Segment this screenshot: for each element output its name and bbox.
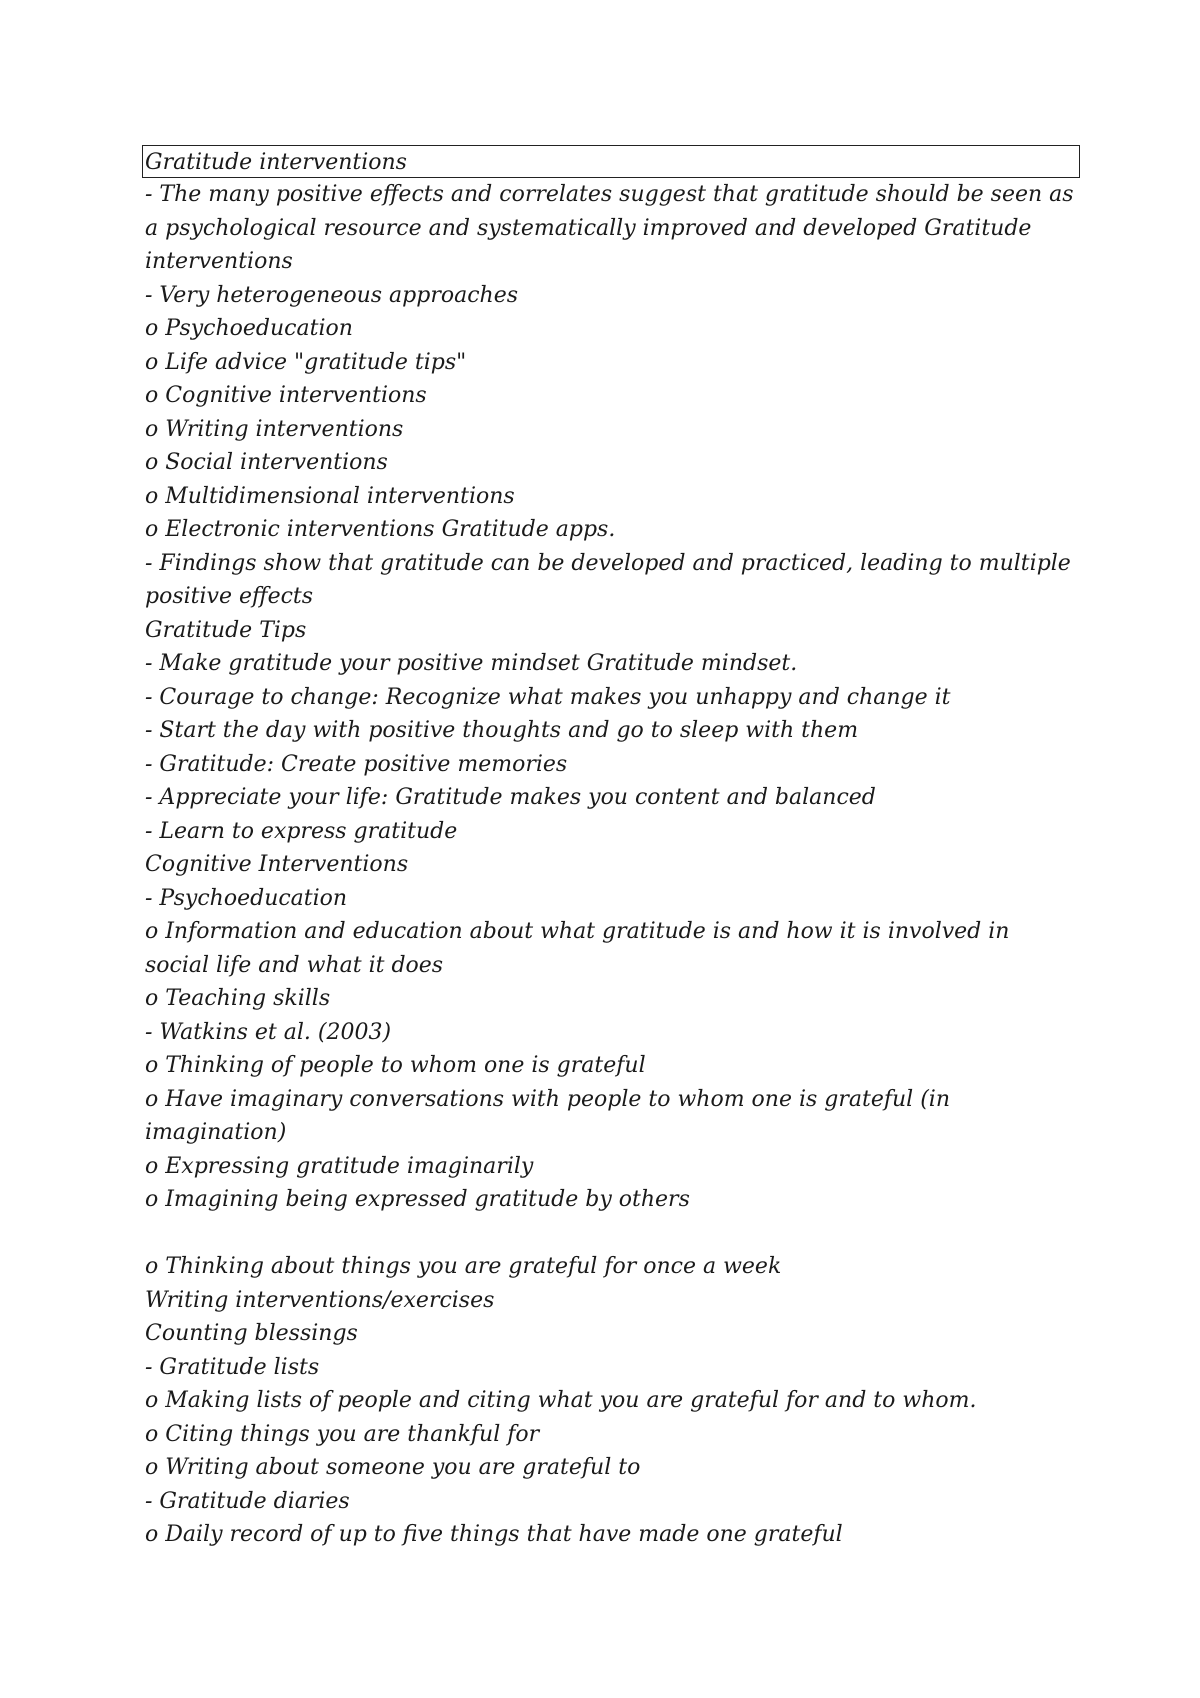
text-line: - Watkins et al. (2003) xyxy=(145,1019,392,1045)
document-body xyxy=(145,145,1080,1552)
text-line: - Findings show that gratitude can be developed and practiced, leading to multiple positive effects xyxy=(145,550,1071,609)
blank-line xyxy=(145,1217,1080,1251)
document-lines xyxy=(145,178,1080,1552)
text-line: o Citing things you are thankful for xyxy=(145,1421,540,1447)
text-line: Writing interventions/exercises xyxy=(145,1287,495,1313)
text-line: o Thinking about things you are grateful for once a week xyxy=(145,1254,782,1279)
text-line: - The many positive effects and correlates suggest that gratitude should be seen as a psychological resource and systematically improved and developed Gratitude interventions xyxy=(145,182,1074,274)
text-line: o Have imaginary conversations with people to whom one is grateful (in imagination) xyxy=(145,1086,950,1145)
text-line: - Gratitude: Create positive memories xyxy=(145,751,568,777)
text-line: - Courage to change: Recognize what makes you unhappy and change it xyxy=(145,684,951,710)
text-line: o Social interventions xyxy=(145,450,388,475)
text-line: - Gratitude lists xyxy=(145,1354,320,1380)
text-line: - Psychoeducation xyxy=(145,885,348,911)
text-line: o Expressing gratitude imaginarily xyxy=(145,1153,534,1179)
text-line: o Daily record of up to five things that have made one grateful xyxy=(145,1522,843,1547)
text-line: o Writing about someone you are grateful to xyxy=(145,1455,641,1480)
text-line: o Electronic interventions Gratitude apps. xyxy=(145,517,616,542)
text-line: o Information and education about what gratitude is and how it is involved in social life and what it does xyxy=(145,919,1010,978)
text-line: Cognitive Interventions xyxy=(145,852,409,877)
text-line: - Start the day with positive thoughts and go to sleep with them xyxy=(145,718,859,743)
text-line: - Learn to express gratitude xyxy=(145,818,458,844)
text-line: o Imagining being expressed gratitude by others xyxy=(145,1187,690,1212)
text-line: o Cognitive interventions xyxy=(145,383,427,408)
text-line: o Psychoeducation xyxy=(145,316,353,341)
text-line: o Life advice "gratitude tips" xyxy=(145,349,467,375)
section-title-box: Gratitude interventions xyxy=(142,145,1080,178)
text-line: - Very heterogeneous approaches xyxy=(145,282,519,308)
text-line: o Multidimensional interventions xyxy=(145,483,515,509)
text-line: o Making lists of people and citing what you are grateful for and to whom. xyxy=(145,1388,977,1413)
text-line: o Writing interventions xyxy=(145,416,404,442)
text-line: - Make gratitude your positive mindset Gratitude mindset. xyxy=(145,651,798,676)
text-line: Gratitude Tips xyxy=(145,617,307,643)
text-line: o Teaching skills xyxy=(145,986,331,1011)
text-line: - Appreciate your life: Gratitude makes you content and balanced xyxy=(145,785,876,810)
text-line: Counting blessings xyxy=(145,1321,358,1346)
text-line: o Thinking of people to whom one is grateful xyxy=(145,1053,646,1078)
text-line: - Gratitude diaries xyxy=(145,1488,350,1514)
